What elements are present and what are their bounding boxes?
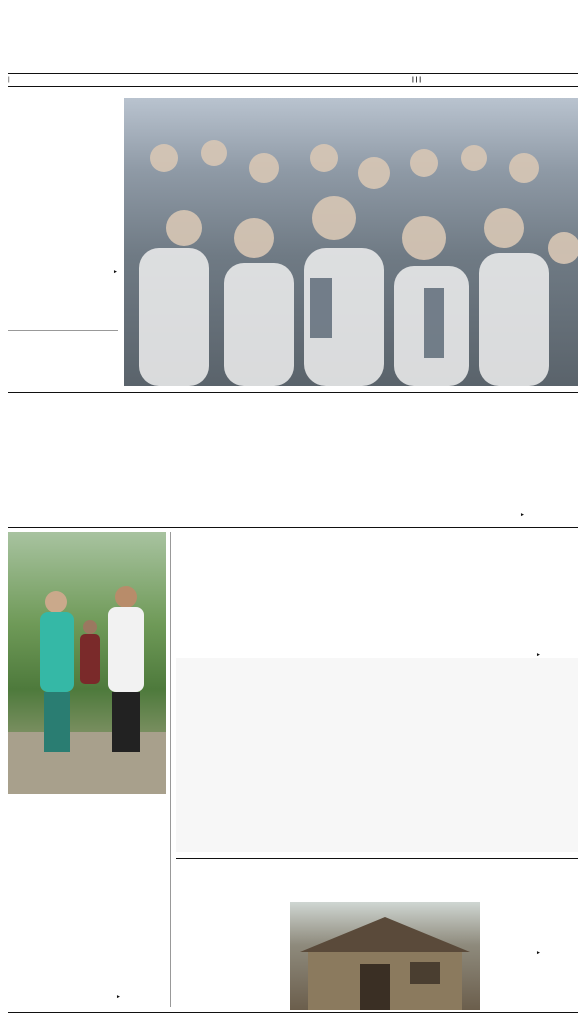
photo2-caption (8, 798, 166, 824)
masthead-rule-2 (8, 86, 578, 87)
story5-caption (486, 958, 578, 998)
story5-col-right (486, 880, 578, 948)
story-body (8, 103, 118, 267)
crowd-illustration (124, 98, 578, 386)
lead-col-3 (235, 464, 343, 526)
vertical-rule (170, 532, 171, 1007)
continue-link[interactable]: ► (113, 269, 118, 275)
photo-caption (8, 281, 118, 329)
story3-col-1 (8, 903, 84, 1007)
story-zakiyah (8, 98, 118, 329)
issue-meta: | | | (412, 76, 422, 83)
lead-col-1 (8, 464, 116, 526)
lead-col-5 (463, 464, 578, 510)
issue-date: | (8, 76, 10, 83)
section-rule-3 (176, 858, 578, 859)
story5-lead (180, 902, 284, 966)
story5-continue-link[interactable]: ► (536, 950, 541, 956)
story4-col-3 (380, 560, 476, 652)
story4-continue-link[interactable]: ► (536, 652, 541, 658)
phk-infographic (176, 658, 578, 852)
section-rule-2 (8, 527, 578, 528)
phk-bar-chart (290, 668, 486, 778)
lead-col-4 (349, 464, 457, 526)
masthead (0, 0, 586, 88)
story4-col-2 (278, 560, 374, 652)
anniversary-badge (509, 8, 565, 68)
story4-col-1 (176, 560, 272, 652)
story4-col-4 (482, 560, 578, 652)
lead-col-2 (121, 464, 229, 526)
divider (8, 330, 118, 331)
story3-col-2 (90, 903, 166, 991)
story3-continue-link[interactable]: ► (116, 994, 121, 1000)
photo-senam-bahagia (124, 98, 578, 386)
photo-rumah-reyot (290, 902, 480, 1010)
house-illustration (290, 902, 480, 1010)
lead-continue-link[interactable]: ► (520, 512, 525, 518)
footer (8, 1016, 578, 1026)
footer-rule (8, 1012, 578, 1013)
roadside-illustration (8, 532, 166, 794)
masthead-rule (8, 73, 578, 74)
story5-body (180, 976, 284, 1012)
photo-tinjau-jalan (8, 532, 166, 794)
section-rule (8, 392, 578, 393)
